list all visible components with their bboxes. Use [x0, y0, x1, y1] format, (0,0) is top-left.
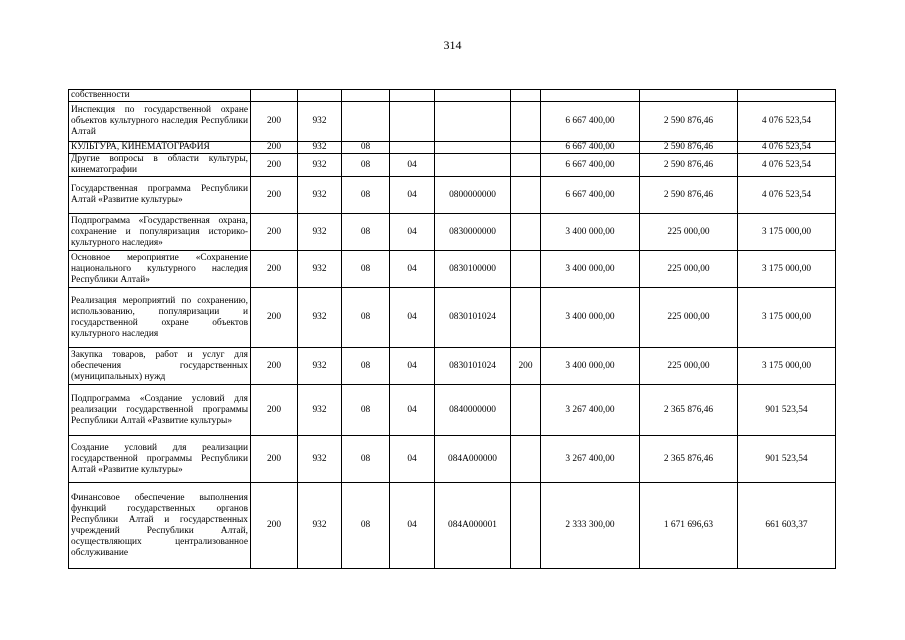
target-article-cell: 0830101024	[435, 288, 511, 348]
page-number: 314	[443, 38, 462, 52]
podrazdel-cell: 04	[390, 348, 435, 385]
planned-amount-cell	[541, 90, 640, 102]
remaining-amount-cell: 4 076 523,54	[738, 154, 836, 177]
executed-amount-cell: 225 000,00	[640, 348, 738, 385]
table-row	[69, 251, 836, 288]
table-row	[69, 483, 836, 569]
budget-table	[68, 89, 836, 569]
podrazdel-cell: 04	[390, 251, 435, 288]
expense-type-cell	[511, 436, 541, 483]
row-name-cell: Основное мероприятие «Сохранение национального культурного наследия Республики Алтай»	[69, 251, 251, 288]
podrazdel-cell: 04	[390, 483, 435, 569]
target-article-cell	[435, 90, 511, 102]
razdel-cell: 08	[342, 385, 390, 436]
executed-amount-cell: 2 590 876,46	[640, 102, 738, 142]
expense-type-cell	[511, 177, 541, 214]
planned-amount-cell: 3 400 000,00	[541, 214, 640, 251]
grbs-cell: 200	[251, 251, 298, 288]
razdel-cell: 08	[342, 177, 390, 214]
razdel-cell: 08	[342, 142, 390, 154]
executed-amount-cell: 2 590 876,46	[640, 142, 738, 154]
row-name-cell: КУЛЬТУРА, КИНЕМАТОГРАФИЯ	[69, 142, 251, 154]
expense-type-cell	[511, 154, 541, 177]
remaining-amount-cell: 3 175 000,00	[738, 214, 836, 251]
row-name-cell: Подпрограмма «Государственная охрана, сохранение и популяризация историко-культурного наследия»	[69, 214, 251, 251]
table-row	[69, 288, 836, 348]
podrazdel-cell	[390, 102, 435, 142]
ved-cell: 932	[298, 483, 342, 569]
table-row	[69, 436, 836, 483]
ved-cell: 932	[298, 142, 342, 154]
grbs-cell	[251, 90, 298, 102]
expense-type-cell	[511, 102, 541, 142]
remaining-amount-cell: 661 603,37	[738, 483, 836, 569]
expense-type-cell	[511, 214, 541, 251]
executed-amount-cell: 225 000,00	[640, 251, 738, 288]
podrazdel-cell: 04	[390, 177, 435, 214]
remaining-amount-cell: 4 076 523,54	[738, 177, 836, 214]
razdel-cell: 08	[342, 214, 390, 251]
row-name-cell: Инспекция по государственной охране объектов культурного наследия Республики Алтай	[69, 102, 251, 142]
grbs-cell: 200	[251, 348, 298, 385]
planned-amount-cell: 3 400 000,00	[541, 251, 640, 288]
ved-cell	[298, 90, 342, 102]
table-row	[69, 90, 836, 102]
remaining-amount-cell: 3 175 000,00	[738, 288, 836, 348]
ved-cell: 932	[298, 154, 342, 177]
remaining-amount-cell: 901 523,54	[738, 385, 836, 436]
table-row	[69, 214, 836, 251]
executed-amount-cell: 2 365 876,46	[640, 385, 738, 436]
executed-amount-cell: 2 590 876,46	[640, 154, 738, 177]
planned-amount-cell: 6 667 400,00	[541, 102, 640, 142]
target-article-cell	[435, 154, 511, 177]
table-row	[69, 142, 836, 154]
target-article-cell: 084A000001	[435, 483, 511, 569]
row-name-cell: Другие вопросы в области культуры, кинематографии	[69, 154, 251, 177]
target-article-cell: 0830000000	[435, 214, 511, 251]
razdel-cell	[342, 102, 390, 142]
grbs-cell: 200	[251, 385, 298, 436]
grbs-cell: 200	[251, 102, 298, 142]
row-name-cell: Закупка товаров, работ и услуг для обеспечения государственных (муниципальных) нужд	[69, 348, 251, 385]
razdel-cell: 08	[342, 251, 390, 288]
expense-type-cell	[511, 385, 541, 436]
planned-amount-cell: 6 667 400,00	[541, 177, 640, 214]
planned-amount-cell: 6 667 400,00	[541, 154, 640, 177]
podrazdel-cell: 04	[390, 214, 435, 251]
planned-amount-cell: 6 667 400,00	[541, 142, 640, 154]
row-name-cell: Финансовое обеспечение выполнения функций государственных органов Республики Алтай и государственных учреждений Республики Алтай, осуществляющих централизованное обслуживание	[69, 483, 251, 569]
table-row	[69, 385, 836, 436]
expense-type-cell	[511, 288, 541, 348]
executed-amount-cell: 2 590 876,46	[640, 177, 738, 214]
ved-cell: 932	[298, 251, 342, 288]
razdel-cell: 08	[342, 288, 390, 348]
ved-cell: 932	[298, 214, 342, 251]
target-article-cell	[435, 102, 511, 142]
executed-amount-cell: 225 000,00	[640, 288, 738, 348]
table-row	[69, 102, 836, 142]
target-article-cell: 0840000000	[435, 385, 511, 436]
podrazdel-cell	[390, 142, 435, 154]
target-article-cell: 0800000000	[435, 177, 511, 214]
razdel-cell: 08	[342, 483, 390, 569]
ved-cell: 932	[298, 177, 342, 214]
executed-amount-cell: 225 000,00	[640, 214, 738, 251]
row-name-cell: Подпрограмма «Создание условий для реализации государственной программы Республики Алтай «Развитие культуры»	[69, 385, 251, 436]
executed-amount-cell: 1 671 696,63	[640, 483, 738, 569]
expense-type-cell	[511, 90, 541, 102]
grbs-cell: 200	[251, 483, 298, 569]
target-article-cell: 0830101024	[435, 348, 511, 385]
grbs-cell: 200	[251, 214, 298, 251]
remaining-amount-cell: 4 076 523,54	[738, 142, 836, 154]
remaining-amount-cell: 3 175 000,00	[738, 251, 836, 288]
table-body	[69, 90, 836, 569]
target-article-cell: 084A000000	[435, 436, 511, 483]
podrazdel-cell: 04	[390, 385, 435, 436]
row-name-cell: Государственная программа Республики Алтай «Развитие культуры»	[69, 177, 251, 214]
planned-amount-cell: 3 267 400,00	[541, 436, 640, 483]
table-row	[69, 177, 836, 214]
ved-cell: 932	[298, 288, 342, 348]
executed-amount-cell	[640, 90, 738, 102]
table-row	[69, 348, 836, 385]
ved-cell: 932	[298, 102, 342, 142]
razdel-cell: 08	[342, 436, 390, 483]
ved-cell: 932	[298, 436, 342, 483]
expense-type-cell: 200	[511, 348, 541, 385]
podrazdel-cell: 04	[390, 288, 435, 348]
expense-type-cell	[511, 251, 541, 288]
grbs-cell: 200	[251, 154, 298, 177]
remaining-amount-cell	[738, 90, 836, 102]
podrazdel-cell	[390, 90, 435, 102]
razdel-cell: 08	[342, 348, 390, 385]
target-article-cell: 0830100000	[435, 251, 511, 288]
podrazdel-cell: 04	[390, 436, 435, 483]
remaining-amount-cell: 901 523,54	[738, 436, 836, 483]
podrazdel-cell: 04	[390, 154, 435, 177]
table-row	[69, 154, 836, 177]
remaining-amount-cell: 3 175 000,00	[738, 348, 836, 385]
grbs-cell: 200	[251, 177, 298, 214]
grbs-cell: 200	[251, 288, 298, 348]
planned-amount-cell: 2 333 300,00	[541, 483, 640, 569]
planned-amount-cell: 3 400 000,00	[541, 348, 640, 385]
planned-amount-cell: 3 267 400,00	[541, 385, 640, 436]
planned-amount-cell: 3 400 000,00	[541, 288, 640, 348]
row-name-cell: Реализация мероприятий по сохранению, использованию, популяризации и государственной охране объектов культурного наследия	[69, 288, 251, 348]
remaining-amount-cell: 4 076 523,54	[738, 102, 836, 142]
executed-amount-cell: 2 365 876,46	[640, 436, 738, 483]
ved-cell: 932	[298, 385, 342, 436]
row-name-cell: Создание условий для реализации государственной программы Республики Алтай «Развитие культуры»	[69, 436, 251, 483]
grbs-cell: 200	[251, 142, 298, 154]
ved-cell: 932	[298, 348, 342, 385]
target-article-cell	[435, 142, 511, 154]
row-name-cell: собственности	[69, 90, 251, 102]
grbs-cell: 200	[251, 436, 298, 483]
expense-type-cell	[511, 142, 541, 154]
expense-type-cell	[511, 483, 541, 569]
razdel-cell	[342, 90, 390, 102]
razdel-cell: 08	[342, 154, 390, 177]
